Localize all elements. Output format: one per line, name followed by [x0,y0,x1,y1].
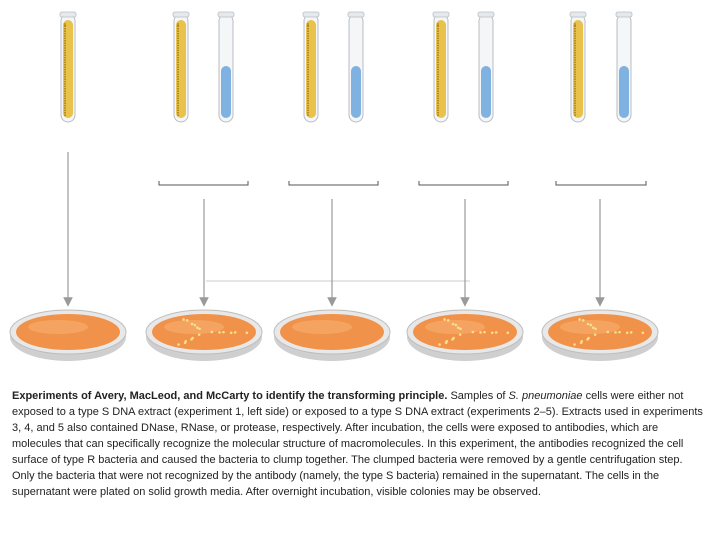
experiment-4-type-r-tube-cell [437,40,439,42]
experiment-4-type-r-tube-cell [437,62,439,64]
experiment-4-type-r-tube-cell [437,59,439,61]
experiment-4-type-r-tube-cell [437,95,439,97]
experiment-2-type-r-tube-cell [177,23,179,25]
caption-species: S. pneumoniae [508,390,583,402]
experiment-2-type-r-tube-cell [177,64,179,66]
experiment-5-type-r-tube-cell [574,42,576,44]
experiment-3-type-r-tube-cell [307,95,309,97]
experiment-1-plate-sheen [28,320,88,334]
experiment-1-type-r-tube-cell [64,35,66,37]
experiment-2-plate-colony [182,318,185,321]
experiment-2-type-r-tube-cell [177,50,179,52]
experiment-1-type-r-tube-cell [64,38,66,40]
experiment-5-type-r-tube-rim [570,12,586,17]
experiment-1-type-r-tube-cell [64,52,66,54]
experiment-1-type-r-tube-cell [64,100,66,102]
experiment-3-type-r-tube-cell [307,78,309,80]
experiment-4-type-r-tube-cell [437,74,439,76]
experiment-3-type-r-tube-cell [307,64,309,66]
experiment-2-type-r-tube-rim [173,12,189,17]
experiment-5-type-r-tube-cell [574,78,576,80]
experiment-2-type-r-tube-cell [177,59,179,61]
experiment-1-type-r-tube-cell [64,64,66,66]
experiment-4-type-r-tube-cell [437,66,439,68]
experiment-5-plate-colony [587,337,590,340]
experiment-4-plate-sheen [425,320,485,334]
experiment-4-type-r-tube-cell [437,35,439,37]
experiment-4-plate-colony [459,327,462,330]
experiment-4-type-s-tube-contents [481,66,491,118]
experiment-3-type-r-tube-cell [307,88,309,90]
experiment-4-type-r-tube-cell [437,71,439,73]
experiment-5-type-r-tube-cell [574,38,576,40]
experiment-5-type-r-tube-cell [574,86,576,88]
experiment-4-type-r-tube-cell [437,38,439,40]
experiment-5-type-r-tube-cell [574,88,576,90]
experiment-4-plate-colony [472,331,475,334]
experiment-5-plate-colony [630,331,633,334]
experiment-1-type-r-tube-cell [64,42,66,44]
experiment-4-type-r-tube-cell [437,52,439,54]
experiment-1-type-r-tube-cell [64,50,66,52]
experiment-4-type-s-tube-rim [478,12,494,17]
experiment-2-type-r-tube-cell [177,98,179,100]
experiment-5-plate-colony [607,331,610,334]
experiment-1-type-r-tube-cell [64,40,66,42]
experiment-5-type-r-tube-cell [574,83,576,85]
experiment-3-type-r-tube-cell [307,23,309,25]
experiment-5-type-r-tube-cell [574,112,576,114]
experiment-2-type-r-tube-cell [177,90,179,92]
experiment-4-plate-colony [443,318,446,321]
experiment-1-type-r-tube-cell [64,88,66,90]
experiment-4-type-r-tube-cell [437,47,439,49]
experiment-5-plate-colony [614,331,617,334]
experiment-3-type-r-tube-cell [307,102,309,104]
experiment-3-type-r-tube-cell [307,76,309,78]
experiment-5-type-r-tube-cell [574,74,576,76]
experiment-1-type-r-tube-cell [64,33,66,35]
experiment-3-type-r-tube-cell [307,110,309,112]
experiment-5-type-r-tube-cell [574,105,576,107]
experiment-1-type-r-tube-cell [64,83,66,85]
experiment-1-type-r-tube-cell [64,54,66,56]
experiment-3-type-r-tube-cell [307,71,309,73]
experiment-5-plate-sheen [560,320,620,334]
experiment-2-type-r-tube-cell [177,35,179,37]
experiment-3-type-s-tube-rim [348,12,364,17]
experiment-5-type-r-tube-cell [574,28,576,30]
experiment-1-type-r-tube-cell [64,69,66,71]
experiment-5-type-r-tube-cell [574,47,576,49]
experiment-2-type-r-tube-cell [177,76,179,78]
experiment-4-type-r-tube-cell [437,114,439,116]
experiment-2-type-r-tube-cell [177,114,179,116]
experiment-5-type-r-tube-cell [574,59,576,61]
experiment-5-type-r-tube-cell [574,110,576,112]
experiment-5-type-r-tube-cell [574,114,576,116]
experiment-4-type-r-tube-cell [437,105,439,107]
caption-text-1: Samples of [447,390,509,402]
experiment-2-type-r-tube-cell [177,83,179,85]
experiment-3-type-r-tube-cell [307,33,309,35]
experiment-3-type-r-tube-cell [307,28,309,30]
experiment-5-type-r-tube-cell [574,62,576,64]
experiment-3-type-r-tube-cell [307,114,309,116]
caption-text-2: cells were either not exposed to a type S DNA extract (experiment 1, left side) or exposed to a type S DNA extract (experiments 2–5). Extracts used in experiments 3, 4, and 5 also contained DNase, RNase, or protease, respectively. After incubation, the cells were exposed to antibodies, which are molecules that can specifically recognize the molecular structure of macromolecules. In this experiment, the antibodies recognized the cell surface of type R bacteria and caused the bacteria to clump together. The clumped bacteria were removed by a gentle centrifugation step. Only the bacteria that were not recognized by the antibody (namely, the type S bacteria) remained in the supernatant. The cells in the supernatant were plated on solid growth media. After overnight incubation, visible colonies may be observed. [12,390,703,498]
experiment-3-type-r-tube-cell [307,47,309,49]
experiment-4-type-r-tube-cell [437,90,439,92]
experiment-4-type-r-tube-cell [437,98,439,100]
experiment-2-type-r-tube-cell [177,54,179,56]
experiment-3-type-r-tube-cell [307,38,309,40]
experiment-3-type-r-tube-cell [307,57,309,59]
experiment-5-mix-bracket [556,181,646,185]
experiment-5-type-r-tube-cell [574,45,576,47]
experiment-1-type-r-tube-cell [64,114,66,116]
experiment-1-type-r-tube-cell [64,62,66,64]
experiment-1-type-r-tube-cell [64,112,66,114]
experiment-5-type-r-tube-cell [574,54,576,56]
experiment-2-plate-colony [196,326,199,329]
experiment-2-plate-colony [218,331,221,334]
experiment-1-type-r-tube-cell [64,59,66,61]
experiment-4-type-r-tube-cell [437,81,439,83]
experiment-3-type-r-tube-cell [307,52,309,54]
experiment-4-type-r-tube-cell [437,83,439,85]
experiment-4-type-r-tube-cell [437,76,439,78]
experiment-4-type-r-tube-cell [437,112,439,114]
experiment-5-type-s-tube-rim [616,12,632,17]
experiment-3-type-r-tube-cell [307,90,309,92]
experiment-1-type-r-tube-cell [64,90,66,92]
experiment-3-type-r-tube-cell [307,35,309,37]
experiment-4-type-r-tube-cell [437,64,439,66]
experiment-4-type-r-tube-cell [437,78,439,80]
experiment-4-type-r-tube-cell [437,102,439,104]
experiment-3-type-r-tube-cell [307,59,309,61]
experiment-5-type-r-tube-cell [574,71,576,73]
experiment-2-type-r-tube-cell [177,86,179,88]
experiment-4-type-r-tube-cell [437,33,439,35]
experiment-2-type-r-tube-cell [177,52,179,54]
experiment-3-mix-bracket [289,181,378,185]
experiment-5-type-r-tube-cell [574,64,576,66]
experiment-4-mix-bracket [419,181,508,185]
experiment-5-type-r-tube-cell [574,81,576,83]
experiment-3-type-r-tube-cell [307,54,309,56]
experiment-5-type-r-tube-cell [574,107,576,109]
experiment-2-plate-colony [246,331,249,334]
experiment-4-type-r-tube-cell [437,110,439,112]
experiment-2-plate-colony [230,331,233,334]
experiment-4-type-r-tube-cell [437,45,439,47]
experiment-4-type-r-tube-cell [437,57,439,59]
experiment-2-type-r-tube-cell [177,45,179,47]
experiment-2-type-r-tube-cell [177,28,179,30]
experiment-2-plate-colony [198,327,201,330]
experiment-1-type-r-tube-cell [64,71,66,73]
experiment-4-type-r-tube-cell [437,25,439,27]
experiment-2-type-r-tube-cell [177,102,179,104]
experiment-5-plate-colony [594,327,597,330]
experiment-2-plate-colony [184,340,187,343]
experiment-1-type-r-tube-cell [64,86,66,88]
experiment-1-type-r-tube-cell [64,78,66,80]
experiment-1-type-r-tube-cell [64,81,66,83]
experiment-5-plate-colony [578,318,581,321]
experiment-2-plate-colony [191,323,194,326]
experiment-1-type-r-tube-cell [64,23,66,25]
experiment-1-type-r-tube-cell [64,57,66,59]
experiment-5-type-r-tube-cell [574,98,576,100]
experiment-2-plate-colony [177,343,180,346]
figure-caption [12,388,704,500]
experiment-3-type-r-tube-cell [307,74,309,76]
experiment-4-type-r-tube-cell [437,42,439,44]
experiment-2-type-r-tube-cell [177,33,179,35]
experiment-1-type-r-tube-cell [64,74,66,76]
experiment-5-type-r-tube-cell [574,102,576,104]
experiment-3-type-r-tube-cell [307,69,309,71]
experiment-3-type-r-tube-cell [307,40,309,42]
experiment-1-type-r-tube-cell [64,95,66,97]
experiment-2-type-r-tube-cell [177,105,179,107]
experiment-4-type-r-tube-rim [433,12,449,17]
experiment-4-type-r-tube-cell [437,93,439,95]
experiment-3-type-r-tube-cell [307,98,309,100]
experiment-2-type-r-tube-cell [177,25,179,27]
experiment-2-type-r-tube-cell [177,112,179,114]
experiment-4-type-r-tube-cell [437,50,439,52]
experiment-3-type-r-tube-cell [307,105,309,107]
experiment-3-type-r-tube-cell [307,112,309,114]
experiment-4-type-r-tube-cell [437,23,439,25]
experiment-2-type-r-tube-cell [177,57,179,59]
experiment-5-type-r-tube-cell [574,69,576,71]
experiment-4-plate-colony [452,337,455,340]
experiment-3-type-r-tube-cell [307,107,309,109]
experiment-1-type-r-tube-cell [64,45,66,47]
experiment-4-type-r-tube-cell [437,54,439,56]
experiment-2-type-r-tube-cell [177,42,179,44]
experiment-1-type-r-tube-cell [64,102,66,104]
experiment-3-type-r-tube-cell [307,93,309,95]
experiment-4-type-r-tube-cell [437,30,439,32]
experiment-1-type-r-tube-cell [64,107,66,109]
experiment-4-type-r-tube-cell [437,28,439,30]
experiment-3-plate-sheen [292,320,352,334]
experiment-5-type-s-tube-contents [619,66,629,118]
experiment-2-plate-sheen [164,320,224,334]
experiment-4-plate-colony [447,319,450,322]
experiment-4-plate-colony [455,324,458,327]
experiment-5-type-r-tube-cell [574,90,576,92]
experiment-1-type-r-tube-cell [64,30,66,32]
experiment-5-type-r-tube-cell [574,50,576,52]
experiment-2-type-r-tube-cell [177,110,179,112]
experiment-2-type-r-tube-cell [177,81,179,83]
experiment-5-type-r-tube-cell [574,25,576,27]
experiment-5-type-r-tube-cell [574,33,576,35]
experiment-2-type-r-tube-cell [177,95,179,97]
experiment-3-type-r-tube-rim [303,12,319,17]
experiment-2-type-r-tube-cell [177,69,179,71]
experiment-4-plate-colony [445,340,448,343]
experiment-1-type-r-tube-cell [64,47,66,49]
experiment-3-type-r-tube-cell [307,66,309,68]
experiment-1-type-r-tube-cell [64,93,66,95]
experiment-3-type-r-tube-cell [307,62,309,64]
experiment-5-plate-colony [618,331,621,334]
experiment-3-type-r-tube-cell [307,25,309,27]
experiment-4-plate-colony [495,331,498,334]
experiment-5-plate-colony [642,331,645,334]
experiment-4-plate-colony [438,343,441,346]
caption-title: Experiments of Avery, MacLeod, and McCarty to identify the transforming principle. [12,390,448,402]
experiment-2-plate-colony [194,324,197,327]
experiment-5-type-r-tube-cell [574,30,576,32]
experiment-1-type-r-tube-cell [64,105,66,107]
experiment-5-type-r-tube-cell [574,35,576,37]
experiment-4-type-r-tube-cell [437,69,439,71]
experiment-1-type-r-tube-cell [64,110,66,112]
experiment-4-plate-colony [479,331,482,334]
experiment-3-type-r-tube-cell [307,45,309,47]
experiment-5-type-r-tube-cell [574,40,576,42]
experiment-2-type-r-tube-cell [177,71,179,73]
experiment-5-type-r-tube-cell [574,23,576,25]
experiment-3-type-s-tube-contents [351,66,361,118]
experiment-1-type-r-tube-rim [60,12,76,17]
experiment-2-plate-colony [222,331,225,334]
experiment-5-type-r-tube-cell [574,93,576,95]
experiment-5-plate-colony [590,324,593,327]
experiment-4-type-r-tube-cell [437,86,439,88]
experiment-2-type-r-tube-cell [177,66,179,68]
experiment-5-type-r-tube-cell [574,76,576,78]
experiment-2-type-r-tube-cell [177,47,179,49]
experiment-4-plate-colony [459,333,462,336]
experiment-2-type-r-tube-cell [177,30,179,32]
experiment-2-type-s-tube-rim [218,12,234,17]
experiment-5-plate-colony [573,343,576,346]
experiment-4-plate-colony [491,331,494,334]
experiment-4-plate-colony [483,331,486,334]
experiment-1-type-r-tube-cell [64,25,66,27]
experiment-2-type-r-tube-cell [177,100,179,102]
experiment-5-type-r-tube-cell [574,66,576,68]
experiment-2-type-s-tube-contents [221,66,231,118]
experiment-2-type-r-tube-cell [177,38,179,40]
experiment-5-plate-colony [587,323,590,326]
experiment-2-plate-colony [198,333,201,336]
experiment-5-plate-colony [582,319,585,322]
experiment-2-plate-colony [211,331,214,334]
experiment-2-type-r-tube-cell [177,74,179,76]
experiment-2-type-r-tube-cell [177,93,179,95]
experiment-5-type-r-tube-cell [574,52,576,54]
experiment-5-type-r-tube-cell [574,57,576,59]
experiment-4-type-r-tube-cell [437,100,439,102]
experiment-5-plate-colony [580,340,583,343]
experiment-4-plate-colony [457,326,460,329]
experiment-2-type-r-tube-cell [177,62,179,64]
experiment-3-type-r-tube-cell [307,86,309,88]
experiment-5-type-r-tube-cell [574,100,576,102]
experiment-5-plate-colony [626,331,629,334]
experiment-2-type-r-tube-cell [177,40,179,42]
experiment-5-type-r-tube-cell [574,95,576,97]
experiment-5-plate-colony [594,333,597,336]
experiment-4-type-r-tube-cell [437,107,439,109]
experiment-2-type-r-tube-cell [177,78,179,80]
experiment-1-type-r-tube-cell [64,28,66,30]
experiment-3-type-r-tube-cell [307,83,309,85]
experiment-2-type-r-tube-cell [177,107,179,109]
experiment-3-type-r-tube-cell [307,42,309,44]
experiment-4-type-r-tube-cell [437,88,439,90]
experiment-2-plate-colony [234,331,237,334]
experiment-5-plate-colony [592,326,595,329]
experiment-4-plate-colony [452,323,455,326]
experiment-2-plate-colony [186,319,189,322]
experiment-3-type-r-tube-cell [307,50,309,52]
experiment-2-mix-bracket [159,181,248,185]
experiment-3-type-r-tube-cell [307,81,309,83]
experiment-2-plate-colony [191,337,194,340]
experiment-3-type-r-tube-cell [307,30,309,32]
experiment-1-type-r-tube-cell [64,98,66,100]
experiment-1-type-r-tube-cell [64,66,66,68]
experiment-2-type-r-tube-cell [177,88,179,90]
experiment-3-type-r-tube-cell [307,100,309,102]
experiment-1-type-r-tube-cell [64,76,66,78]
experiment-4-plate-colony [507,331,510,334]
